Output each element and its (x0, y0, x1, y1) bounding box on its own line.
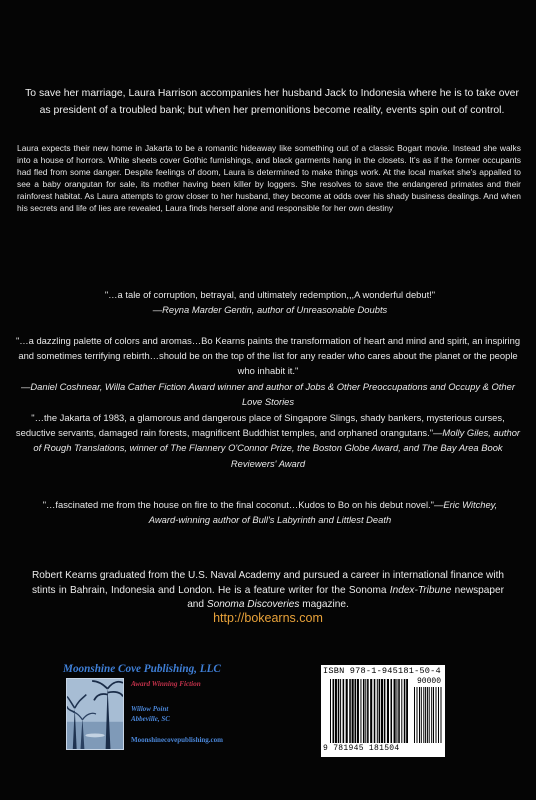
author-bio (32, 569, 504, 613)
barcode-bar (433, 687, 434, 743)
barcode-bar (384, 679, 386, 743)
publisher-name: Moonshine Cove Publishing, LLC (63, 663, 221, 675)
isbn-barcode (321, 665, 445, 757)
bio-text: newspaper and (187, 584, 505, 611)
bio-text: magazine. (299, 599, 349, 611)
barcode-bar (441, 687, 442, 743)
barcode-bar (379, 679, 381, 743)
barcode-bar (340, 679, 341, 743)
publisher-website-link[interactable]: Moonshinecovepublishing.com (131, 736, 223, 744)
barcode-bar (374, 679, 376, 743)
barcode-bar (396, 679, 397, 743)
barcode-bar (404, 679, 406, 743)
barcode-bar (381, 679, 383, 743)
quote-attribution: —Reyna Marder Gentin, author of Unreasonable Doubts (152, 304, 388, 316)
barcode-number: 9 781945 181504 (323, 744, 400, 753)
quote-text: "…a dazzling palette of colors and aromas…Bo Kearns paints the transformation of heart and mind and spirit, an inspiring and sometimes terrifying rebirth…should be on the top of the list for any reader who cares about the planet or the people who inhabit it." (15, 335, 521, 377)
barcode-bar (330, 679, 331, 743)
barcode-bar (355, 679, 357, 743)
barcode-bar (401, 679, 402, 743)
quote-text: "…a tale of corruption, betrayal, and ultimately redemption,,,A wonderful debut!" (104, 289, 436, 300)
barcode-bar (363, 679, 365, 743)
quote-attribution: —Eric Witchey, Award-winning author of Bull's Labyrinth and Littlest Death (148, 499, 498, 526)
barcode-bar (427, 687, 428, 743)
barcode-bar (346, 679, 348, 743)
barcode-bar (377, 679, 378, 743)
barcode-bar (419, 687, 420, 743)
barcode-bar (406, 679, 408, 743)
barcode-bar (423, 687, 424, 743)
author-website-link[interactable]: http://bokearns.com (213, 611, 323, 625)
barcode-bar (438, 687, 439, 743)
review-quote-3 (14, 410, 522, 471)
barcode-bar (414, 687, 415, 743)
bio-publication: Sonoma Discoveries (206, 599, 300, 611)
barcode-addon-number: 90000 (416, 677, 441, 686)
barcode-bar (357, 679, 359, 743)
barcode-bars (330, 679, 408, 743)
isbn-label: ISBN 978-1-945181-50-4 (323, 666, 441, 676)
barcode-bar (370, 679, 372, 743)
quote-text: "…the Jakarta of 1983, a glamorous and dangerous place of Singapore Slings, shady bankers, mysterious curses, seductive servants, damaged rain forests, magnificent Buddhist temples, and orphaned orangutans." (15, 412, 505, 439)
barcode-bar (429, 687, 430, 743)
barcode-bar (365, 679, 366, 743)
barcode-bar (391, 679, 393, 743)
award-tagline: Award Winning Fiction (131, 680, 201, 688)
barcode-addon-bars (414, 687, 442, 743)
barcode-bar (425, 687, 426, 743)
barcode-bar (367, 679, 369, 743)
barcode-bar (417, 687, 418, 743)
barcode-bar (352, 679, 354, 743)
barcode-bar (349, 679, 351, 743)
publisher-location (131, 705, 271, 724)
book-blurb: Laura expects their new home in Jakarta to be a romantic hideaway like something out of a classic Bogart movie. Instead she walks into a house of horrors. White sheets cover Gothic furnishings, and black garments hang in the closets. It's as if the former occupants had fled from some danger. Despite feelings of doom, Laura is determined to make things work. At the local market she's appalled to see a baby orangutan for sale, its mother having been killer by loggers. She resolves to save the endangered primates and their rainforest habitat. As Laura attempts to grow closer to her husband, they become at odds over his shady business dealings. And when his secrets and life of lies are revealed, Laura finds herself alone and responsible for her own destiny (17, 143, 521, 213)
quote-text: "…fascinated me from the house on fire to the final coconut…Kudos to Bo on his debut novel." (42, 499, 434, 510)
review-quote-1 (50, 287, 490, 317)
barcode-bar (398, 679, 400, 743)
bio-text: Robert Kearns graduated from the U.S. Naval Academy and pursued a career in international finance with stints in Bahrain, Indonesia and London. He is a feature writer for the Sonoma (32, 570, 504, 596)
bio-publication: Index-Tribune (389, 584, 452, 596)
quote-attribution: —Daniel Coshnear, Willa Cather Fiction Award winner and author of Jobs & Other Preoccupations and Occupy & Other Love Stories (21, 380, 515, 407)
barcode-bar (333, 679, 335, 743)
location-line: Abbeville, SC (131, 714, 170, 723)
review-quote-4 (30, 497, 510, 527)
barcode-bar (335, 679, 337, 743)
barcode-bar (343, 679, 345, 743)
review-quote-2 (14, 333, 522, 409)
publisher-logo-image (66, 678, 124, 750)
barcode-bar (387, 679, 389, 743)
barcode-bar (338, 679, 340, 743)
barcode-bar (436, 687, 437, 743)
location-line: Willow Point (131, 705, 169, 713)
barcode-bar (431, 687, 432, 743)
barcode-bar (360, 679, 361, 743)
barcode-bar (394, 679, 396, 743)
quote-attribution: —Molly Giles, author of Rough Translations, winner of The Flannery O'Connor Prize, the Boston Globe Award, and The Bay Area Book Reviewers' Award (33, 427, 521, 469)
barcode-bar (421, 687, 422, 743)
tagline: To save her marriage, Laura Harrison accompanies her husband Jack to Indonesia where he is to take over as president of a troubled bank; but when her premonitions become reality, events spin out of control. (25, 88, 519, 116)
